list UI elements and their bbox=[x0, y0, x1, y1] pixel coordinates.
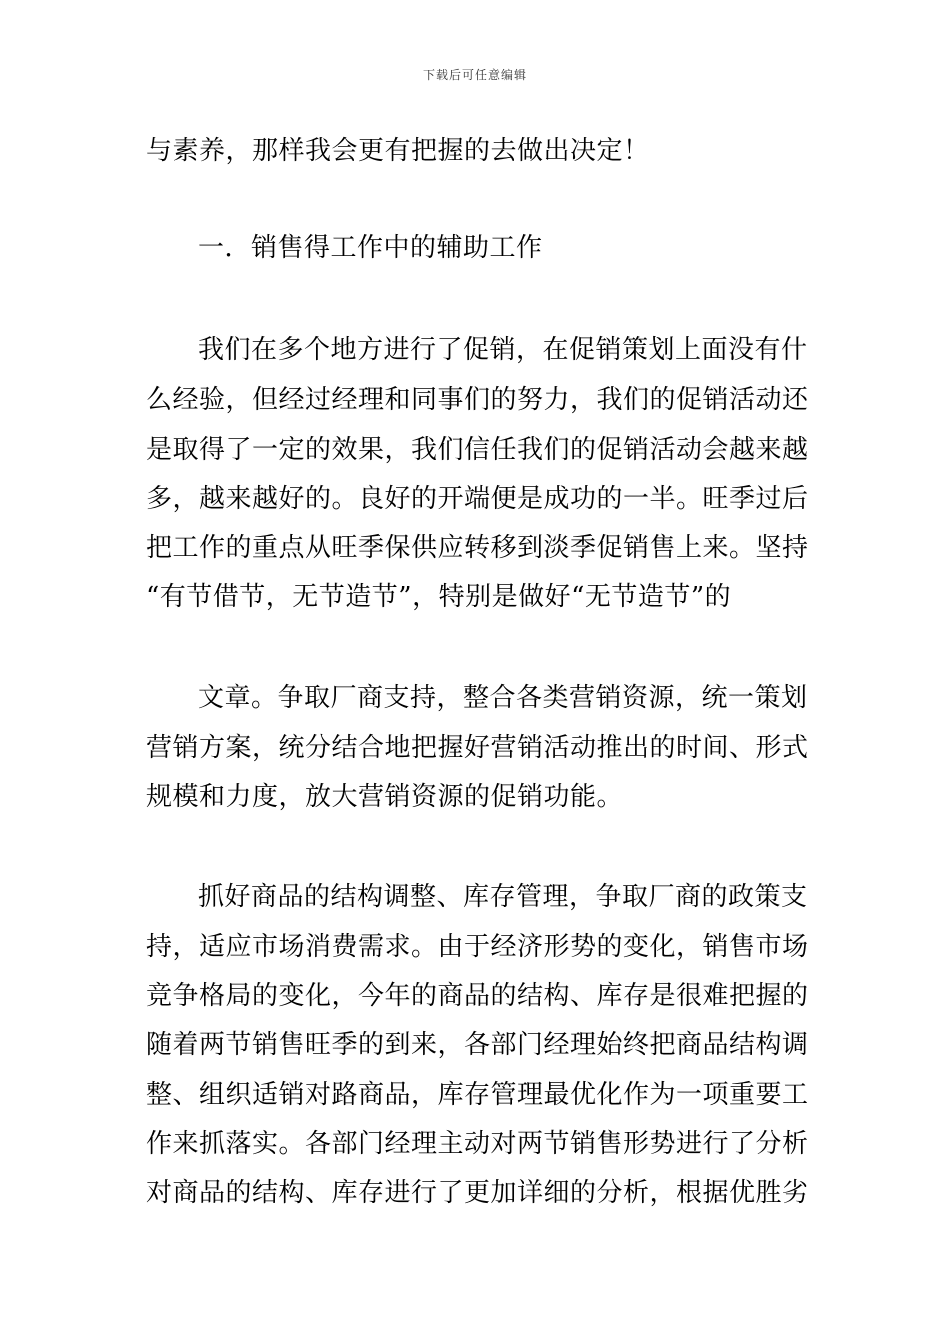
paragraph-line: 么经验，但经过经理和同事们的努力，我们的促销活动还 bbox=[146, 385, 809, 415]
paragraph-line: 持，适应市场消费需求。由于经济形势的变化，销售市场 bbox=[146, 932, 809, 962]
paragraph-line: 营销方案，统分结合地把握好营销活动推出的时间、形式 bbox=[146, 733, 809, 763]
paragraph-line: 是取得了一定的效果，我们信任我们的促销活动会越来越 bbox=[146, 435, 809, 465]
paragraph-line: 文章。争取厂商支持，整合各类营销资源，统一策划 bbox=[198, 683, 808, 713]
paragraph-line: 规模和力度，放大营销资源的促销功能。 bbox=[146, 782, 624, 812]
paragraph-line: 作来抓落实。各部门经理主动对两节销售形势进行了分析 bbox=[146, 1129, 809, 1159]
paragraph-line: “有节借节，无节造节”，特别是做好“无节造节”的 bbox=[146, 582, 732, 612]
paragraph-line: 随着两节销售旺季的到来，各部门经理始终把商品结构调 bbox=[146, 1030, 809, 1060]
header-note: 下载后可任意编辑 bbox=[422, 68, 527, 82]
paragraph-line: 与素养，那样我会更有把握的去做出决定！ bbox=[146, 136, 650, 166]
paragraph-line: 竞争格局的变化，今年的商品的结构、库存是很难把握的 bbox=[146, 981, 809, 1011]
section-heading: 一．销售得工作中的辅助工作 bbox=[198, 233, 543, 263]
paragraph-line: 多，越来越好的。良好的开端便是成功的一半。旺季过后 bbox=[146, 484, 809, 514]
paragraph-line: 抓好商品的结构调整、库存管理，争取厂商的政策支 bbox=[198, 882, 808, 912]
paragraph-line: 把工作的重点从旺季保供应转移到淡季促销售上来。坚持 bbox=[146, 533, 809, 563]
paragraph-line: 对商品的结构、库存进行了更加详细的分析，根据优胜劣 bbox=[146, 1178, 809, 1208]
paragraph-line: 我们在多个地方进行了促销，在促销策划上面没有什 bbox=[198, 335, 808, 365]
paragraph-line: 整、组织适销对路商品，库存管理最优化作为一项重要工 bbox=[146, 1080, 809, 1110]
